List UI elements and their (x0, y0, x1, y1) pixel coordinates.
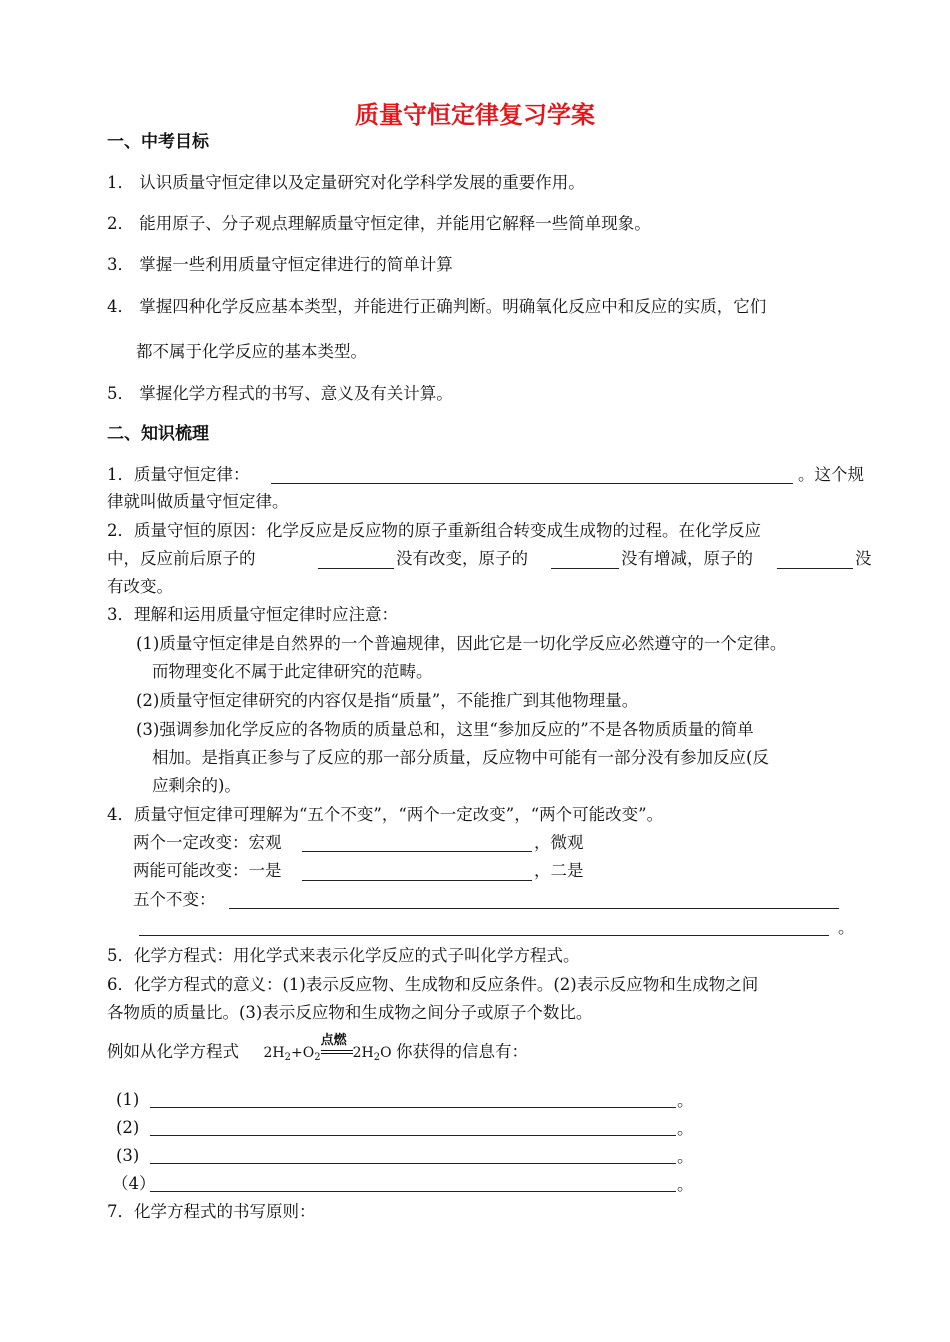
item-4-line: 两能可能改变：一是 (133, 861, 282, 880)
item-6-text: 6．化学方程式的意义：(1)表示反应物、生成物和反应条件。(2)表示反应物和生成物之间 (107, 975, 759, 994)
section-heading-knowledge: 二、知识梳理 (107, 424, 209, 444)
example-suffix: 你获得的信息有： (396, 1042, 529, 1061)
answer-label: （4） (112, 1174, 156, 1193)
note-1: (1)质量守恒定律是自然界的一个普遍规律，因此它是一切化学反应必然遵守的一个定律。 (136, 634, 787, 653)
note-3-continued: 应剩余的)。 (152, 776, 241, 795)
blank-line[interactable] (271, 483, 793, 484)
item-6-continued: 各物质的质量比。(3)表示反应物和生成物之间分子或原子个数比。 (107, 1003, 593, 1022)
goal-item: 2． 能用原子、分子观点理解质量守恒定律，并能用它解释一些简单现象。 (107, 214, 651, 233)
period: 。 (838, 918, 855, 937)
blank-line[interactable] (150, 1107, 676, 1108)
item-1-tail: 。这个规 (798, 465, 864, 484)
example-line (107, 1033, 529, 1069)
answer-label: (3) (116, 1146, 140, 1165)
goal-item: 5． 掌握化学方程式的书写、意义及有关计算。 (107, 384, 453, 403)
item-4-line: ，二是 (534, 861, 584, 880)
blank-line[interactable] (551, 568, 619, 569)
blank-line[interactable] (302, 880, 532, 881)
item-2-continued: 有改变。 (107, 577, 173, 596)
blank-line[interactable] (150, 1191, 676, 1192)
note-1-continued: 而物理变化不属于此定律研究的范畴。 (152, 662, 433, 681)
period: 。 (677, 1119, 694, 1138)
blank-line[interactable] (150, 1135, 676, 1136)
blank-line[interactable] (139, 935, 829, 936)
goal-item: 1． 认识质量守恒定律以及定量研究对化学科学发展的重要作用。 (107, 173, 585, 192)
blank-line[interactable] (777, 568, 853, 569)
item-2-seg: 没有增减，原子的 (621, 549, 753, 568)
goal-item-continued: 都不属于化学反应的基本类型。 (136, 342, 367, 361)
item-5-text: 5．化学方程式：用化学式来表示化学反应的式子叫化学方程式。 (107, 946, 580, 965)
period: 。 (677, 1091, 694, 1110)
item-2-seg: 没 (855, 549, 872, 568)
note-3: (3)强调参加化学反应的各物质的质量总和，这里“参加反应的”不是各物质质量的简单 (136, 720, 754, 739)
blank-line[interactable] (150, 1163, 676, 1164)
item-7-text: 7．化学方程式的书写原则： (107, 1202, 316, 1221)
item-2-seg: 没有改变，原子的 (396, 549, 528, 568)
section-heading-goals: 一、中考目标 (107, 132, 209, 152)
period: 。 (677, 1175, 694, 1194)
blank-line[interactable] (229, 908, 839, 909)
item-4-line: ，微观 (534, 833, 584, 852)
item-2-text: 2．质量守恒的原因：化学反应是反应物的原子重新组合转变成生成物的过程。在化学反应 (107, 521, 761, 540)
item-4-line: 五个不变： (133, 890, 216, 909)
item-4-text: 4．质量守恒定律可理解为“五个不变”，“两个一定改变”，“两个可能改变”。 (107, 805, 664, 824)
blank-line[interactable] (318, 568, 394, 569)
item-3-text: 3．理解和运用质量守恒定律时应注意： (107, 605, 398, 624)
blank-line[interactable] (302, 851, 532, 852)
item-2-seg: 中，反应前后原子的 (107, 549, 256, 568)
note-2: (2)质量守恒定律研究的内容仅是指“质量”，不能推广到其他物理量。 (136, 691, 639, 710)
chemical-equation: $2H_2+O_2$ 点燃 $2H_2O$ (264, 1045, 397, 1061)
item-4-line: 两个一定改变：宏观 (133, 833, 282, 852)
example-prefix: 例如从化学方程式 (107, 1042, 239, 1061)
page-title: 质量守恒定律复习学案 (355, 100, 595, 129)
answer-label: (1) (116, 1090, 140, 1109)
goal-item: 3． 掌握一些利用质量守恒定律进行的简单计算 (107, 255, 453, 274)
reaction-condition: 点燃 (320, 1033, 347, 1048)
item-1-continued: 律就叫做质量守恒定律。 (107, 492, 289, 511)
goal-item: 4． 掌握四种化学反应基本类型，并能进行正确判断。明确氧化反应中和反应的实质，它们 (107, 297, 767, 316)
period: 。 (677, 1147, 694, 1166)
note-3-continued: 相加。是指真正参与了反应的那一部分质量，反应物中可能有一部分没有参加反应(反 (152, 748, 769, 767)
item-1-label: 1．质量守恒定律： (107, 465, 250, 484)
answer-label: (2) (116, 1118, 140, 1137)
